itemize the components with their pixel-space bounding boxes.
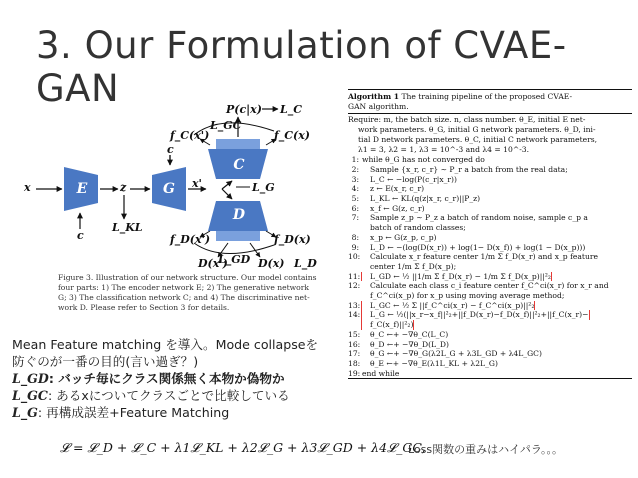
algorithm-require <box>348 114 632 155</box>
algorithm-line-text: θ_C ←+ −∇θ_C(L_C) <box>370 329 449 339</box>
algorithm-line-number: 14: <box>348 310 361 320</box>
feature-d-xprime-label: f_D(x') <box>170 233 211 246</box>
explanation-text <box>12 336 352 421</box>
algorithm-line-number <box>348 223 362 233</box>
algorithm-line-text: end while <box>362 368 400 378</box>
loss-gc-symbol: L_GC <box>12 388 48 403</box>
explanation-line-5 <box>12 404 352 421</box>
algorithm-line-text: L_GC ← ½ Σ ||f_C^ci(x_r) − f_C^ci(x_p)||²₂ <box>362 301 534 311</box>
algorithm-line-number <box>348 320 362 330</box>
algorithm-line-number: 11: <box>348 271 361 281</box>
algorithm-line-text: L_C ← −log(P(c_r|x_r)) <box>370 174 457 184</box>
figure-caption <box>58 273 348 313</box>
classifier-top-bar <box>216 139 260 149</box>
total-loss-equation: 𝓛 = 𝓛_D + 𝓛_C + λ1𝓛_KL + λ2𝓛_G + λ3𝓛_GD + λ4𝓛_GC, <box>60 440 426 455</box>
explanation-line-4 <box>12 387 352 404</box>
algorithm-line <box>348 194 632 204</box>
algorithm-line-text: Calculate each class c_i feature center f_C^ci(x_r) for x_r and <box>370 281 609 291</box>
algorithm-line-text: θ_E ←+ −∇θ_E(λ1L_KL + λ2L_G) <box>370 358 498 368</box>
algorithm-line-number: 1: <box>351 155 359 165</box>
algorithm-line-number: 17: <box>348 349 361 359</box>
algorithm-line-number: 4: <box>351 184 359 194</box>
algorithm-title-text-2: GAN algorithm. <box>348 101 409 111</box>
generator-label: G <box>163 181 175 197</box>
feature-d-x-label: f_D(x) <box>274 233 311 246</box>
algorithm-line-number: 13: <box>348 300 361 310</box>
algorithm-line <box>348 310 632 320</box>
require-line: tial D network parameters. θ_C, initial C network parameters, <box>358 134 598 144</box>
algorithm-line <box>348 175 632 185</box>
algorithm-line-text: L_D ← −(log(D(x_r)) + log(1− D(x_f)) + log(1 − D(x_p))) <box>370 242 586 252</box>
loss-gd-label: L_GD <box>218 253 251 266</box>
algorithm-line-number: 19: <box>348 368 361 378</box>
algorithm-line-number: 10: <box>348 252 361 262</box>
network-diagram <box>22 95 342 275</box>
algorithm-bottom-rule <box>348 378 632 379</box>
algorithm-line-number: 6: <box>351 203 359 213</box>
algorithm-line-text: θ_G ←+ −∇θ_G(λ2L_G + λ3L_GD + λ4L_GC) <box>370 349 542 359</box>
algorithm-line <box>348 223 632 233</box>
algorithm-line-number: 2: <box>351 164 359 174</box>
caption-line: work D. Please refer to Section 3 for details. <box>58 303 230 312</box>
loss-g-label: L_G <box>252 181 275 194</box>
algorithm-line <box>348 320 632 330</box>
algorithm-line <box>348 213 632 223</box>
hyperparameter-note: Loss関数の重みはハイパラ。。。 <box>408 443 564 456</box>
algorithm-line <box>348 262 632 272</box>
algorithm-line-number <box>348 262 362 272</box>
algorithm-line-text: L_KL ← KL(q(z|x_r, c_r)||P_z) <box>370 194 481 204</box>
discriminator-bottom-bar <box>216 231 260 241</box>
classifier-label: C <box>233 157 245 173</box>
algorithm-line-text: x_p ← G(z_p, c_p) <box>370 232 437 242</box>
algorithm-line-text: θ_D ←+ −∇θ_D(L_D) <box>370 339 449 349</box>
encoder-label: E <box>76 181 88 197</box>
loss-gc-description: : あるxについてクラスごとで比較している <box>47 388 290 403</box>
algorithm-title-text: The training pipeline of the proposed CVAE- <box>399 92 573 101</box>
algorithm-line <box>348 359 632 369</box>
algorithm-line-number: 12: <box>348 281 361 291</box>
disc-x-label: D(x) <box>258 257 285 270</box>
loss-gd-description: : バッチ毎にクラス関係無く本物か偽物か <box>48 371 285 386</box>
algorithm-line-number <box>348 291 362 301</box>
explanation-line-1: Mean Feature matching を導入。Mode collapseを <box>12 337 319 352</box>
algorithm-line-number: 16: <box>348 339 361 349</box>
algorithm-line <box>348 204 632 214</box>
discriminator-label: D <box>232 207 246 223</box>
loss-gd-symbol: L_GD <box>12 371 49 386</box>
loss-g-description: : 再構成誤差+Feature Matching <box>37 405 230 420</box>
algorithm-line-text: Sample z_p ∼ P_z a batch of random noise, sample c_p a <box>370 213 588 223</box>
caption-line: Figure 3. Illustration of our network structure. Our model contains <box>58 273 317 282</box>
algorithm-line-text: Sample {x_r, c_r} ∼ P_r a batch from the real data; <box>370 164 568 174</box>
algorithm-line-text: center 1/m Σ f_D(x_p); <box>370 261 457 271</box>
loss-gc-label: L_GC <box>210 119 242 132</box>
algorithm-line-text: batch of random classes; <box>370 223 466 233</box>
algorithm-line <box>348 155 632 165</box>
algorithm-line-text: L_G ← ½(||x_r−x_f||²₂+||f_D(x_r)−f_D(x_f)||²₂+||f_C(x_r)− <box>362 310 589 320</box>
algorithm-title <box>348 90 632 113</box>
algorithm-line <box>348 291 632 301</box>
algorithm-line <box>348 330 632 340</box>
algorithm-line <box>348 369 632 379</box>
algorithm-lines <box>348 155 632 378</box>
class-c-generator-label: c <box>167 143 174 156</box>
algorithm-line <box>348 233 632 243</box>
loss-c-label: L_C <box>280 103 302 116</box>
algorithm-title-number: Algorithm 1 <box>348 92 400 101</box>
explanation-line-2: 防ぐのが一番の目的(言い過ぎ？) <box>12 354 199 369</box>
loss-g-symbol: L_G <box>12 405 38 420</box>
algorithm-line <box>348 281 632 291</box>
algorithm-line <box>348 301 632 311</box>
algorithm-line-number: 5: <box>351 194 359 204</box>
algorithm-line-number: 8: <box>351 232 359 242</box>
require-line: λ1 = 3, λ2 = 1, λ3 = 10^-3 and λ4 = 10^-3. <box>358 144 530 154</box>
algorithm-line-text: z ← E(x_r, c_r) <box>370 184 425 194</box>
algorithm-line <box>348 184 632 194</box>
prob-cx-label: P(c|x) <box>226 103 262 116</box>
algorithm-line-text: while θ_G has not converged do <box>362 155 485 165</box>
require-line: Require: m, the batch size. n, class number. θ_E, initial E net- <box>348 115 586 125</box>
require-line: work parameters. θ_G, initial G network parameters. θ_D, ini- <box>358 125 596 135</box>
feature-c-xprime-label: f_C(x') <box>170 129 210 142</box>
feature-c-x-label: f_C(x) <box>274 129 310 142</box>
algorithm-line-number: 3: <box>351 174 359 184</box>
algorithm-line-number: 15: <box>348 329 361 339</box>
algorithm-box <box>348 89 632 472</box>
input-x-label: x <box>24 181 31 194</box>
network-diagram-svg <box>22 95 342 275</box>
algorithm-line-text: L_GD ← ½ ||1/m Σ f_D(x_r) − 1/m Σ f_D(x_p)||²₂ <box>362 272 551 282</box>
algorithm-line-text: Calculate x_r feature center 1/m Σ f_D(x_r) and x_p feature <box>370 252 598 262</box>
algorithm-line <box>348 340 632 350</box>
algorithm-line-text: x_f ← G(z, c_r) <box>370 203 425 213</box>
algorithm-line-text: f_C(x_f)||²₂) <box>362 320 413 330</box>
disc-xprime-label: D(x') <box>198 257 228 270</box>
algorithm-line <box>348 272 632 282</box>
class-c-encoder-label: c <box>77 229 84 242</box>
explanation-line-3 <box>12 370 352 387</box>
loss-d-label: L_D <box>294 257 317 270</box>
slide-title: 3. Our Formulation of CVAE-GAN <box>36 24 567 110</box>
algorithm-line-text: f_C^ci(x_p) for x_p using moving average method; <box>370 291 565 301</box>
algorithm-line <box>348 252 632 262</box>
algorithm-line <box>348 243 632 253</box>
algorithm-line-number: 18: <box>348 358 361 368</box>
algorithm-line-number: 7: <box>351 213 359 223</box>
algorithm-line <box>348 349 632 359</box>
algorithm-line <box>348 165 632 175</box>
caption-line: four parts: 1) The encoder network E; 2) The generative network <box>58 283 309 292</box>
output-xprime-label: x' <box>192 177 202 190</box>
loss-kl-label: L_KL <box>112 221 143 234</box>
algorithm-line-number: 9: <box>351 242 359 252</box>
latent-z-label: z <box>120 181 127 194</box>
caption-line: G; 3) The classification network C; and 4) The discriminative net- <box>58 293 310 302</box>
